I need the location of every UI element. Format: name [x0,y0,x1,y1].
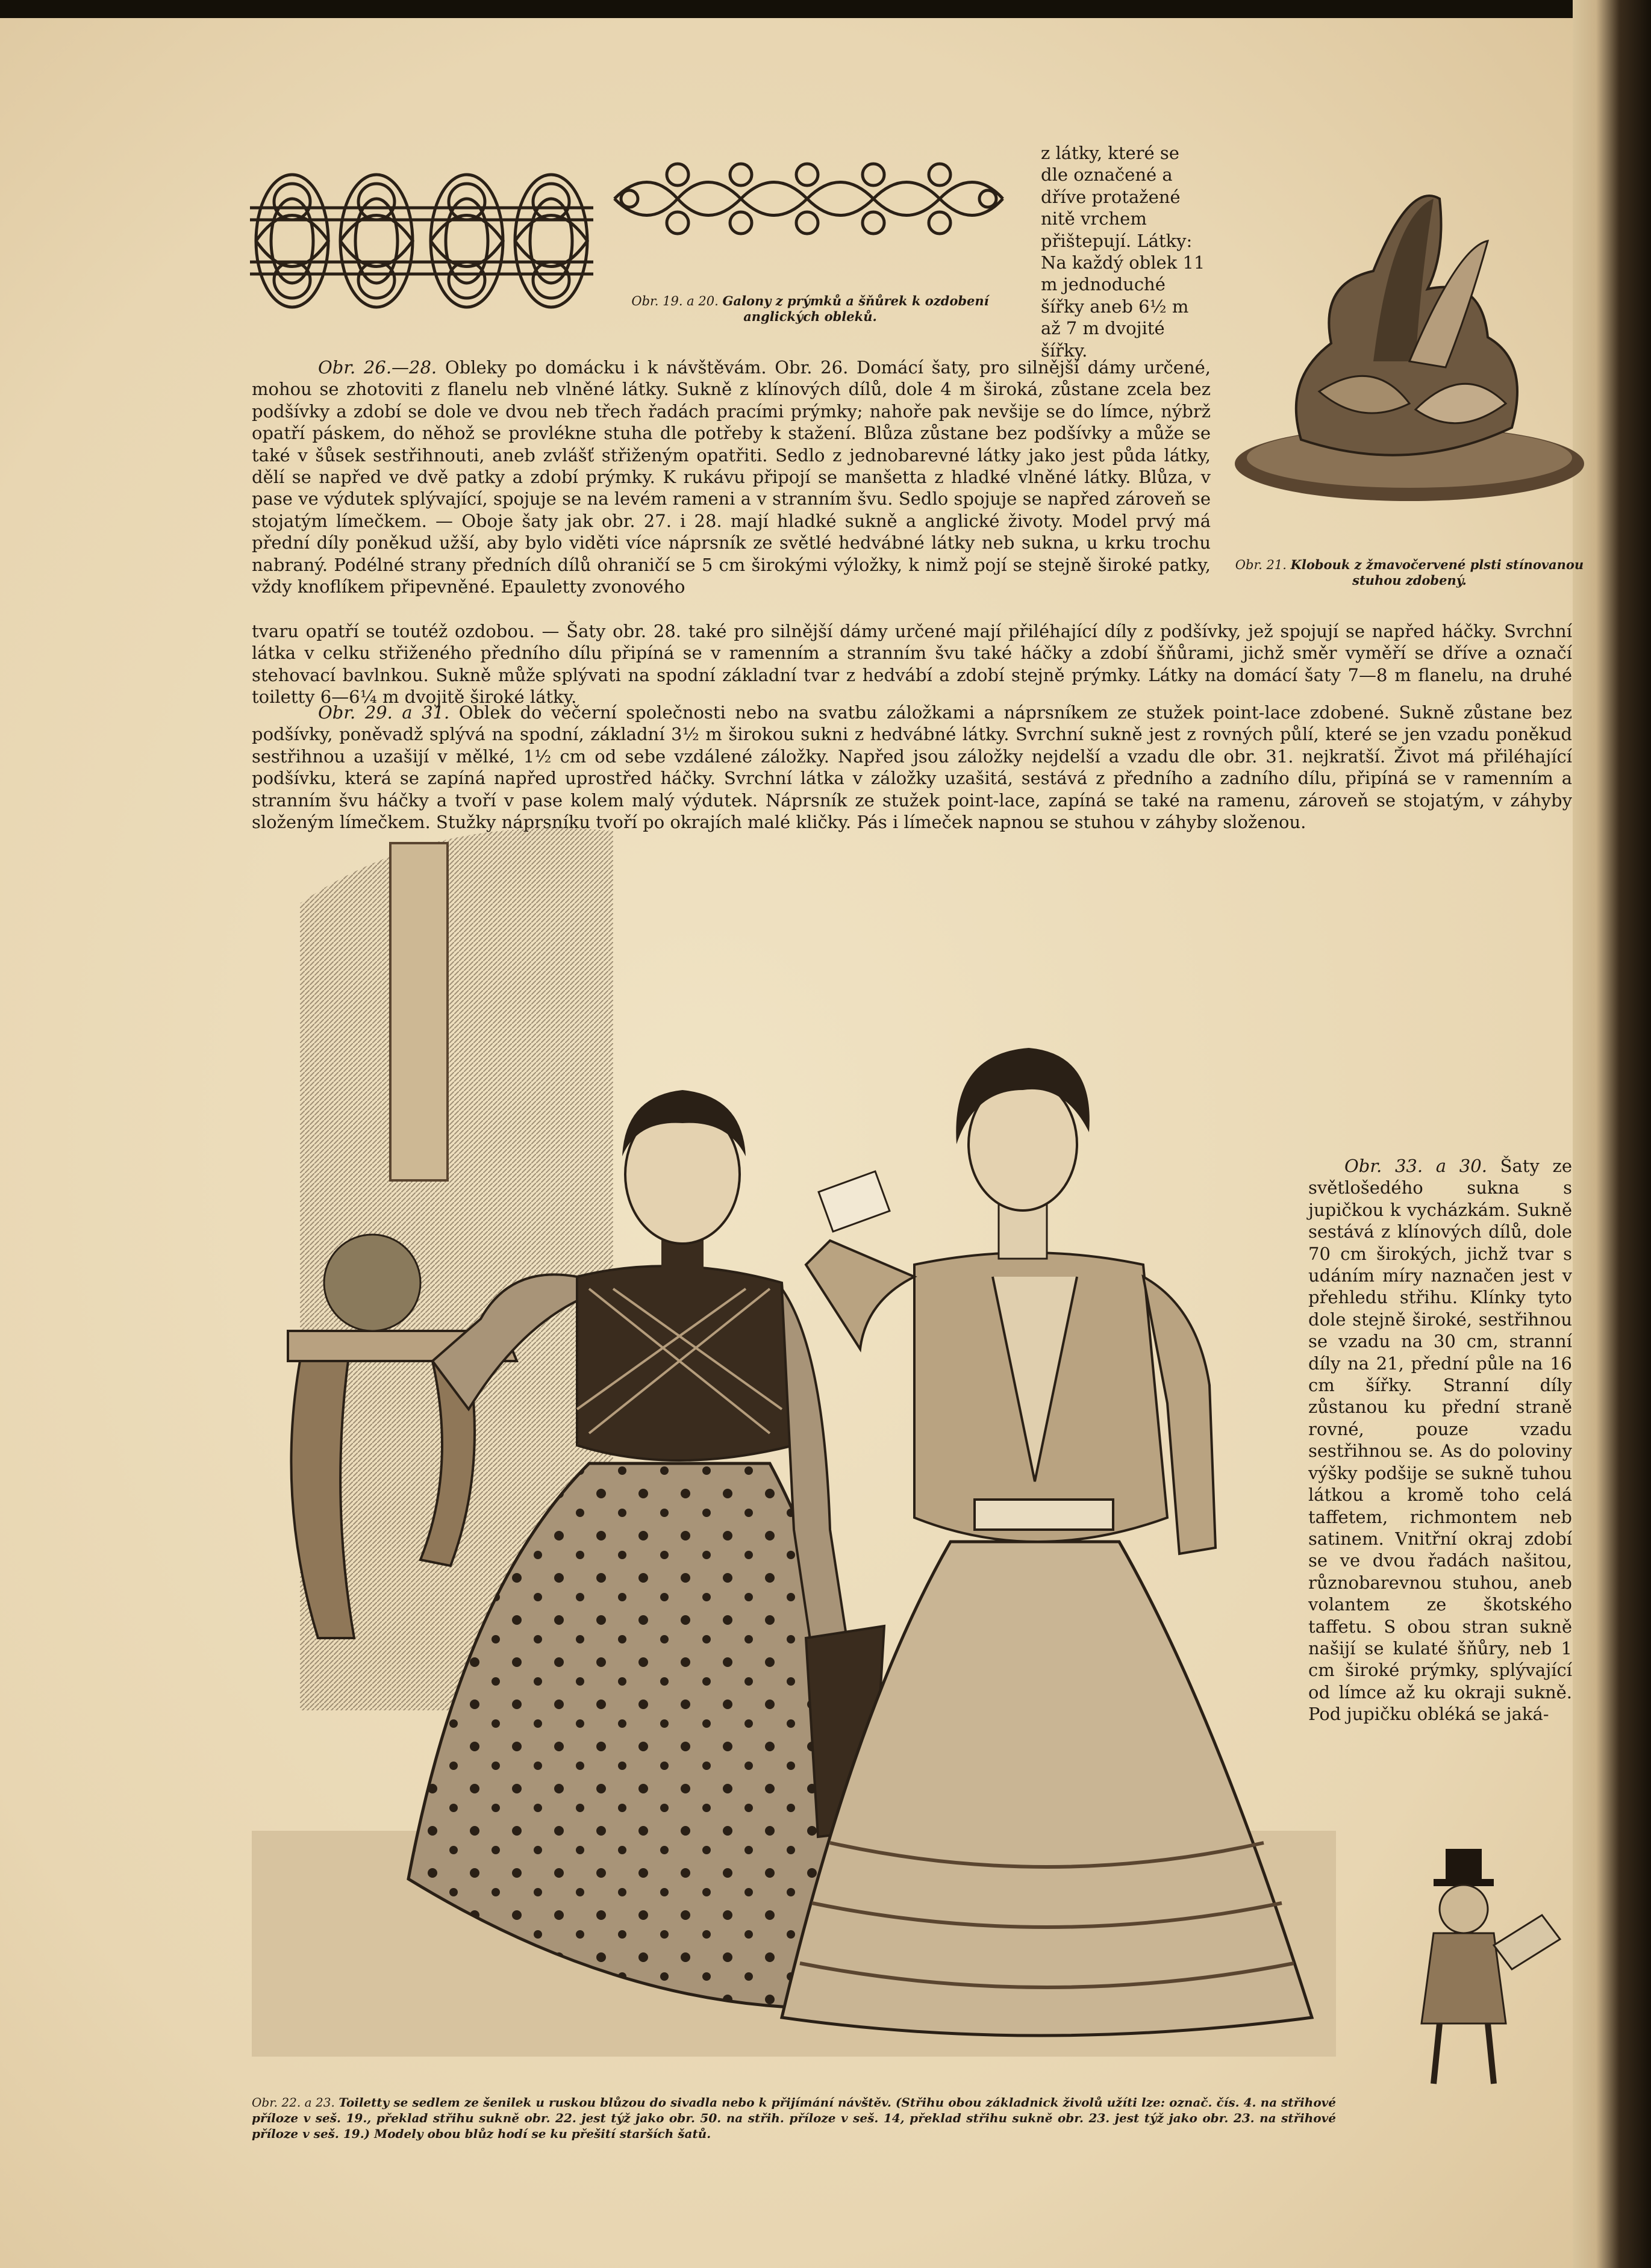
paragraph-33-30 [1308,1155,1572,1725]
text-column-top [1041,142,1211,361]
galloon-ornament-left [244,154,599,328]
p2-lead: Obr. 29. a 31. [318,702,450,723]
galloon-caption: Obr. 19. a 20. Galony z prýmků a šňůrek k ozdobení anglických obleků. [631,293,989,324]
toilettes-illustration [252,807,1336,2057]
hat-illustration [1229,163,1590,542]
p2-body: Oblek do večerní společnosti nebo na svatbu záložkami a náprsníkem ze stužek point-lace zdobené. Sukně zůstane bez podšívky, poněvadž splývá na spodní, základní 3½ m širokou sukni z hedvábné látky. Svrchní sukně jest z rovných půlí, které se jen vzadu poněkud sestřihnou a uzašijí v mělké, 1½ cm od sebe vzdálené záložky. Napřed jsou záložky nejdelší a vzadu dle obr. 31. nejkratší. Život má přiléhající podšívku, která se zapíná napřed uprostřed háčky. Svrchní látka v záložky uzašitá, sestává z předního a zadního dílu, připíná se v ramenním a stranním švu háčky a tvoří v pase kolem malý výdutek. Náprsník ze stužek point-lace, zapíná se také na ramenu, zároveň se stojatým, v záhyby složeným límečkem. Stužky náprsníku tvoří po okrajích malé kličky. Pás i límeček napnou se stuhou v záhyby složenou. [252,702,1572,833]
paragraph-26-28-continued: tvaru opatří se toutéž ozdobou. — Šaty obr. 28. také pro silnější dámy určené mají přiléhající díly z podšívky, jež spojují se napřed háčky. Svrchní látka v celku střiženého předního dílu připíná se v ramenním a stranním švu také háčky a zdobí šňůrami, jichž směr vyměří se dříve a označí stehovací bavlnkou. Sukně může splývati na spodní základní tvar z hedvábí a zdobí stejně prýmky. Látky na domácí šaty 7—8 m flanelu, na druhé toiletty 6—6¼ m dvojitě široké látky. [252,621,1572,708]
toilettes-caption: Obr. 22. a 23. Toiletty se sedlem ze šenilek u ruskou blůzou do sivadla nebo k přijímání návštěv. (Střihu obou základnick živolů užíti lze: označ. čís. 4. na střihové příloze v seš. 19., překlad střihu sukně obr. 22. jest týž jako obr. 50. na střih. příloze v seš. 14, překlad střihu sukně obr. 23. jest týž jako obr. 23. na střihové příloze v seš. 19.) Modely obou blůz hodí se ku přešití starších šatů. [252,2095,1337,2141]
hat-caption: Obr. 21. Klobouk z žmavočervené plsti stínovanou stuhou zdobený. [1235,557,1584,588]
p3-body: Šaty ze světlošedého sukna s jupičkou k vycházkám. Sukně sestává z klínových dílů, dole 70 cm širokých, jichž tvar s udáním míry naznačen jest v přehledu střihu. Klínky tyto dole stejně široké, sestřihnou se vzadu na 30 cm, stranní díly na 21, přední půle na 16 cm šířky. Stranní díly zůstanou ku přední straně rovné, pouze vzadu sestřihnou se. As do poloviny výšky podšije se sukně tuhou látkou a kromě toho celá taffetem, richmontem neb satinem. Vnitřní okraj zdobí se ve dvou řadách našitou, různobarevnou stuhou, aneb volantem ze škotského taffetu. S obou stran sukně našijí se kulaté šňůry, neb 1 cm široké prýmky, splývající od límce až ku okraji sukně. Pod jupičku obléká se jaká- [1308,1156,1572,1725]
p1-body: Obleky po domácku i k návštěvám. Obr. 26. Domácí šaty, pro silnější dámy určené, mohou se zhotoviti z flanelu neb vlněné látky. Sukně z klínových dílů, dole 4 m široká, zůstane zcela bez podšívky a zdobí se dole ve dvou neb třech řadách pracími prýmky; nahoře pak nevšije se do límce, nýbrž opatří páskem, do něhož se provlékne stuha dle potřeby k stažení. Blůza zůstane bez podšívky a může se také v šůsek sestřihnouti, aneb zvlášť střiženým opatřiti. Sedlo z jednobarevné látky jako jest půda látky, dělí se napřed ve dvě patky a zdobí prýmky. K rukávu připojí se manšetta z hladké vlněné látky. Blůza, v pase ve výdutek splývající, spojuje se na levém rameni a v stranním švu. Sedlo spojuje se napřed zároveň se stojatým límečkem. — Oboje šaty jak obr. 27. i 28. mají hladké sukně a anglické životy. Model prvý má přední díly poněkud užší, aby bylo viděti více náprsník ze světlé hedvábné látky neb sukna, u krku trochu nabraný. Podélné strany předních dílů ohraničí se 5 cm širokými výložky, k nimž pojí se stejně široké patky, vždy knoflíkem připevněné. Epauletty zvonového [252,357,1211,597]
paragraph-26-28 [252,357,1211,597]
vignette-illustration [1403,1843,1572,2096]
page-top-edge [0,0,1651,18]
col-top-paragraph: z látky, které se dle označené a dříve protažené nitě vrchem přištepují. Látky: Na každý oblek 11 m jednoduché šířky aneb 6½ m až 7 m dvojité šířky. [1041,143,1205,361]
p3-lead: Obr. 33. a 30. [1344,1156,1487,1176]
galloon-ornament-right [611,154,1006,244]
p1-lead: Obr. 26.—28. [318,357,437,378]
